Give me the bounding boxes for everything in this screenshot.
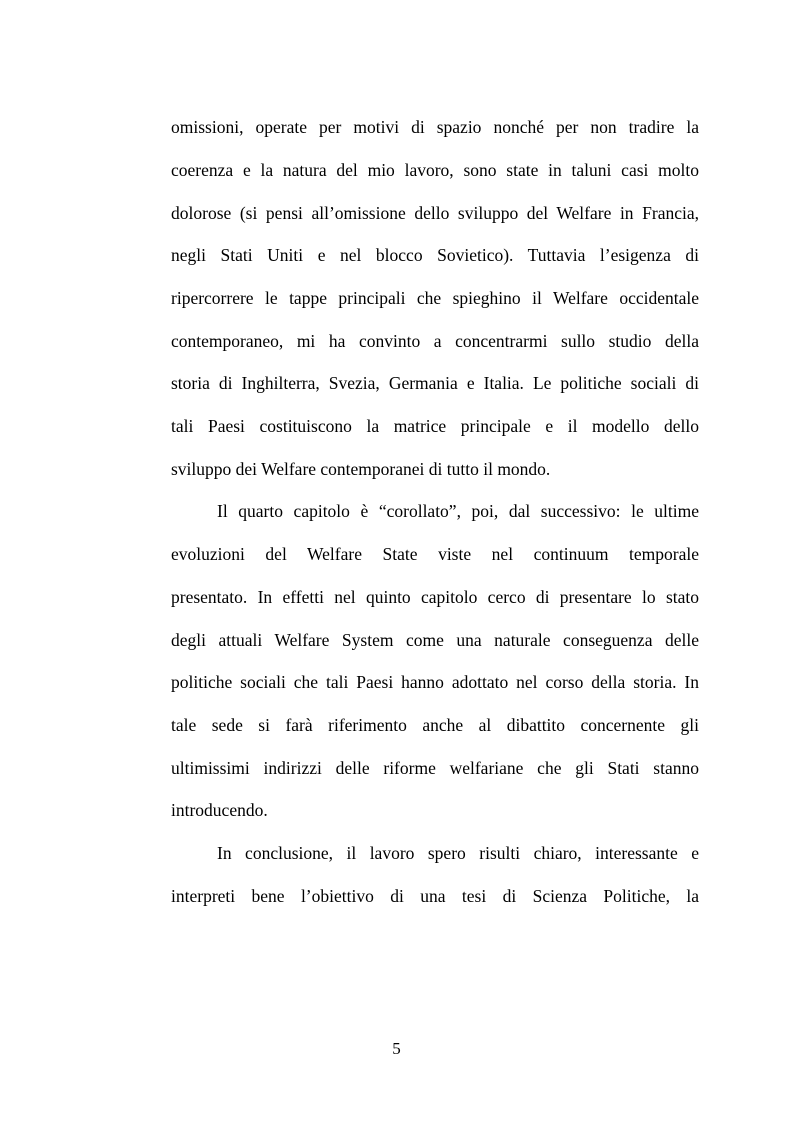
text-line: In conclusione, il lavoro spero risulti chiaro, interessante e [217, 843, 699, 863]
text-line: tali Paesi costituiscono la matrice principale e il modello dello [171, 416, 699, 436]
text-line: Il quarto capitolo è “corollato”, poi, dal successivo: le ultime [217, 501, 699, 521]
text-line: omissioni, operate per motivi di spazio nonché per non tradire la [171, 117, 699, 137]
text-line: contemporaneo, mi ha convinto a concentrarmi sullo studio della [171, 331, 699, 351]
text-line: sviluppo dei Welfare contemporanei di tutto il mondo. [171, 459, 551, 479]
text-line: politiche sociali che tali Paesi hanno adottato nel corso della storia. In [171, 672, 699, 692]
text-line: introducendo. [171, 800, 268, 820]
page-number: 5 [392, 1039, 401, 1058]
text-line: presentato. In effetti nel quinto capitolo cerco di presentare lo stato [171, 587, 699, 607]
text-line: negli Stati Uniti e nel blocco Sovietico). Tuttavia l’esigenza di [171, 245, 699, 265]
text-line: coerenza e la natura del mio lavoro, sono state in taluni casi molto [171, 160, 699, 180]
text-line: interpreti bene l’obiettivo di una tesi di Scienza Politiche, la [171, 886, 699, 906]
text-line: ultimissimi indirizzi delle riforme welfariane che gli Stati stanno [171, 758, 699, 778]
text-line: dolorose (si pensi all’omissione dello sviluppo del Welfare in Francia, [171, 203, 699, 223]
text-line: degli attuali Welfare System come una naturale conseguenza delle [171, 630, 699, 650]
text-line: ripercorrere le tappe principali che spieghino il Welfare occidentale [171, 288, 699, 308]
text-line: storia di Inghilterra, Svezia, Germania e Italia. Le politiche sociali di [171, 373, 699, 393]
text-line: tale sede si farà riferimento anche al dibattito concernente gli [171, 715, 699, 735]
text-line: evoluzioni del Welfare State viste nel continuum temporale [171, 544, 699, 564]
